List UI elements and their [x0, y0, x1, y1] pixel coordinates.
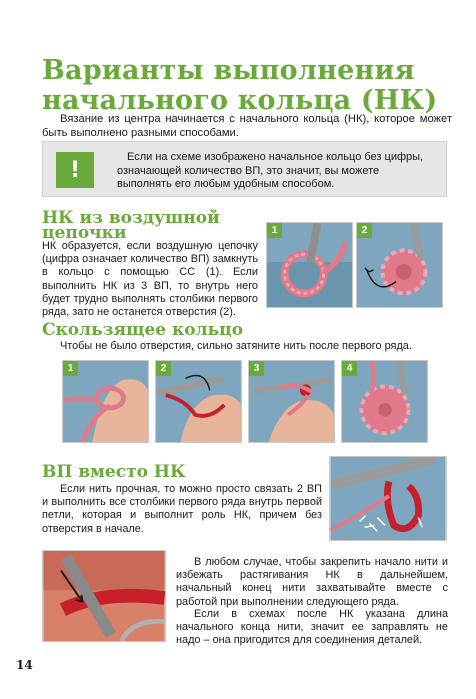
- photo-closing: [42, 550, 166, 642]
- photo-number: 1: [267, 223, 282, 238]
- section-heading-sliding-ring: Скользящее кольцо: [42, 320, 244, 340]
- section2-text: Чтобы не было отверстия, сильно затяните нить после первого ряда.: [60, 340, 412, 352]
- page-title-line1: Варианты выполнения: [42, 55, 415, 86]
- section-heading-chain-ring: [42, 210, 252, 242]
- photo-number: 4: [342, 361, 357, 376]
- note-box: [42, 141, 447, 197]
- photo-number: 1: [63, 361, 78, 376]
- exclamation-icon: !: [56, 152, 94, 188]
- closing-paragraph-2: Если в схемах после НК указана длина начального конца нити, значит ее заправлять не надо – она пригодится для соединения деталей.: [176, 608, 448, 647]
- section3-text: Если нить прочная, то можно просто связать 2 ВП и выполнить все столбики первого ряда внутрь первой петли, которая и выполнит роль НК, причем без отверстия в начале.: [42, 483, 322, 535]
- page-number: 14: [16, 658, 33, 672]
- page-title-line2: начального кольца (НК): [42, 85, 438, 116]
- section-heading-ch-instead: ВП вместо НК: [42, 462, 186, 482]
- photo-sliding-ring-1: [62, 360, 149, 443]
- section-heading-chain-ring-line2: цепочки: [42, 223, 127, 243]
- section1-text: НК образуется, если воздушную цепочку (цифра означает количество ВП) замкнуть в кольцо с помощью СС (1). Если выполнить НК из 3 ВП, то внутрь него будет трудно выполнять столбики первого ряда, зато не останется отверстия (2).: [42, 240, 258, 319]
- closing-paragraph-1: В любом случае, чтобы закрепить начало нити и избежать растягивания НК в дальнейшем, начальный конец нити захватывайте вместе с работой при выполнении следующего ряда.: [176, 556, 448, 608]
- photo-number: 2: [156, 361, 171, 376]
- photo-number: 3: [249, 361, 264, 376]
- photo-chain-ring-2: [356, 222, 443, 308]
- photo-number: 2: [357, 223, 372, 238]
- photo-ch-instead: [329, 456, 447, 541]
- photo-sliding-ring-2: [155, 360, 242, 443]
- photo-sliding-ring-4: [341, 360, 428, 443]
- photo-sliding-ring-3: [248, 360, 335, 443]
- crochet-closeup-illustration: [43, 551, 165, 641]
- ch-instead-illustration: [330, 457, 446, 540]
- intro-paragraph: Вязание из центра начинается с начального кольца (НК), которое может быть выполнено разными способами.: [42, 113, 452, 139]
- photo-chain-ring-1: [266, 222, 353, 308]
- note-text: Если на схеме изображено начальное кольцо без цифры, означающей количество ВП, это значит, вы можете выполнять его любым удобным способом.: [117, 151, 424, 190]
- section-heading-chain-ring-line1: НК из воздушной: [42, 208, 220, 228]
- page-title: [42, 56, 462, 116]
